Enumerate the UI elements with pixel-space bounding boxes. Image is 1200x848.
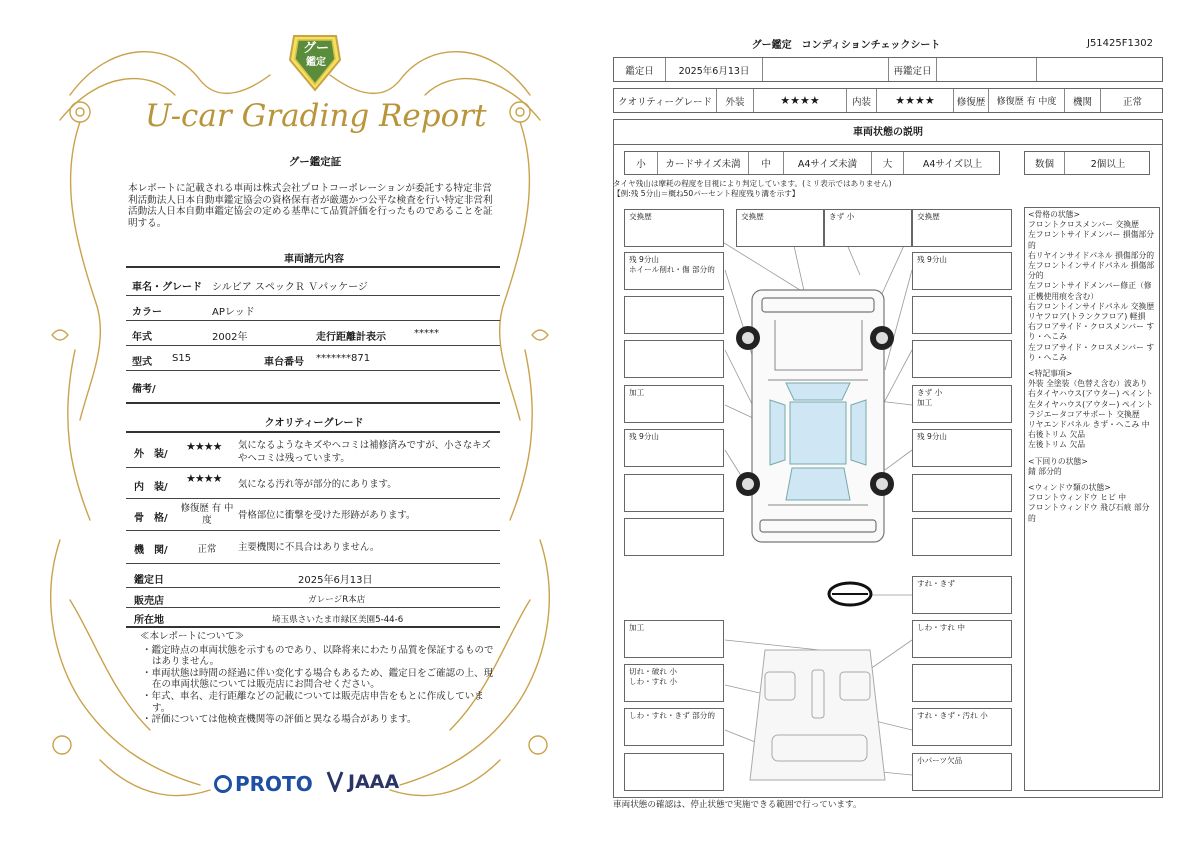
name-label: 車名・グレード: [132, 282, 202, 293]
int-label: 内装: [847, 89, 877, 112]
size-l-desc: A4サイズ以上: [922, 159, 983, 170]
engine-label: 機関: [1065, 89, 1101, 112]
special-notes: [1028, 369, 1156, 451]
qg-label: クオリティーグレード: [614, 89, 717, 112]
engine-desc: 主要機関に不具合はありません。: [238, 542, 380, 553]
note-line: 左フロントサイドメンバー修正（修正機使用痕を含む）: [1028, 281, 1152, 301]
quality-row-frame: [126, 499, 500, 531]
count-label: 数個: [1025, 152, 1065, 174]
callout-right-door: きず 小 加工: [912, 385, 1012, 423]
sheet-title: グー鑑定 コンディションチェックシート: [751, 40, 941, 51]
callout-front-left-tire: 残 9分山 ホイール削れ・傷 部分的: [624, 252, 724, 290]
panel-title: 車両状態の説明: [614, 120, 1162, 145]
callout-seat-left: 切れ・破れ 小 しわ・すれ 小: [624, 664, 724, 702]
engine-value: 正常: [197, 544, 217, 555]
callout-trim-right: すれ・きず・汚れ 小: [912, 708, 1012, 746]
certificate-intro: 本レポートに記載される車両は株式会社プロトコーポレーションが委託する特定非営利活動法人日本自動車鑑定協会の資格保有者が厳選かつ公平な検査を行い特定非営利活動法人日本自動車鑑定協会の定める基準にて品質評価を行ったものであることを証明する。: [128, 183, 493, 229]
frame-notes: [1028, 210, 1156, 363]
ext-stars: ★★★★: [754, 89, 847, 112]
model-label: 型式: [132, 357, 152, 368]
address-label: 所在地: [134, 615, 164, 626]
callout-front-top-1: 交換歴: [736, 209, 824, 247]
exterior-label: 外 装/: [134, 449, 168, 460]
badge-text: [296, 42, 336, 70]
proto-logo-text: PROTO: [235, 772, 313, 796]
shop-row: [126, 588, 500, 608]
appraisal-date-value: 2025年6月13日: [298, 575, 373, 586]
callout-right-7: [912, 474, 1012, 512]
spec-row-name: [126, 271, 500, 296]
divider: [126, 266, 500, 268]
year-label: 年式: [132, 332, 152, 343]
model-value: S15: [172, 353, 192, 364]
tire-note: [613, 179, 892, 199]
re-date-blank: [1037, 58, 1164, 81]
callout-dashboard-left: 加工: [624, 620, 724, 658]
repair-label: 修復歴: [954, 89, 989, 112]
jaaa-logo-text: JAAA: [348, 771, 400, 793]
date-blank: [763, 58, 889, 81]
callout-front-right: 交換歴: [912, 209, 1012, 247]
exterior-stars: ★★★★: [186, 440, 222, 453]
callout-rear-left-tire: 残 9分山: [624, 429, 724, 467]
size-s: 小: [625, 152, 658, 174]
engine-label: 機 関/: [134, 545, 168, 556]
spec-heading: 車両諸元内容: [284, 254, 344, 265]
note-line: 右タイヤハウス(アウター) ペイント: [1028, 389, 1154, 399]
size-legend: [624, 151, 1000, 175]
quality-row-engine: [126, 531, 500, 564]
sheet-id: J51425F1302: [1087, 38, 1153, 49]
year-value: 2002年: [212, 332, 248, 343]
date-label: 鑑定日: [614, 58, 666, 81]
chassis-value: *******871: [316, 353, 371, 364]
proto-mark-icon: [214, 775, 232, 793]
under-notes: [1028, 457, 1156, 477]
note-line: フロントウィンドウ 飛び石痕 部分的: [1028, 503, 1150, 523]
frame-desc: 骨格部位に衝撃を受けた形跡があります。: [238, 510, 416, 521]
engine-value: 正常: [1122, 96, 1142, 108]
badge-line2: 鑑定: [306, 57, 326, 68]
spec-row-year: [126, 321, 500, 346]
re-date-label: 再鑑定日: [889, 58, 937, 81]
date-value: 2025年6月13日: [666, 58, 763, 81]
remarks-label: 備考/: [132, 384, 156, 395]
jaaa-mark-icon: [326, 770, 344, 792]
window-notes: [1028, 483, 1156, 524]
spec-row-remarks: [126, 371, 500, 404]
size-s-desc: カードサイズ未満: [658, 152, 749, 174]
ext-label: 外装: [717, 89, 754, 112]
note-line: ラジエータコアサポート 交換歴: [1028, 409, 1140, 419]
note-line: 左フロントサイドメンバー 損傷部分的: [1028, 230, 1155, 250]
interior-stars: ★★★★: [186, 472, 222, 485]
size-m-desc: A4サイズ未満: [784, 152, 872, 174]
divider: [126, 431, 500, 433]
condition-check-sheet: [600, 0, 1200, 848]
appraisal-date-row: [126, 566, 500, 588]
callout-rear-right: 小パーツ欠品: [912, 753, 1012, 791]
callout-rear-left: [624, 753, 724, 791]
grade-row: [613, 88, 1163, 113]
interior-desc: 気になる汚れ等が部分的にあります。: [238, 479, 397, 490]
quality-row-interior: [126, 468, 500, 499]
quality-row-exterior: [126, 434, 500, 468]
note-line: 右後トリム 欠品: [1028, 430, 1086, 440]
callout-dashboard-right: しわ・すれ 中: [912, 620, 1012, 658]
under-notes-title: <下回りの状態>: [1028, 456, 1088, 466]
callout-rear-right-tire: 残 9分山: [912, 429, 1012, 467]
note-line: 錆 部分的: [1028, 466, 1062, 476]
address-row: [126, 608, 500, 628]
special-notes-title: <特記事項>: [1028, 369, 1073, 379]
note-line: 左フロアサイド・クロスメンバー すり・へこみ: [1028, 342, 1155, 362]
note-line: 右リヤインサイドパネル 損傷部分的: [1028, 250, 1155, 260]
chassis-label: 車台番号: [264, 357, 304, 368]
note-line: 左後トリム 欠品: [1028, 440, 1086, 450]
note-item: ・鑑定時点の車両状態を示すものであり、以降将来にわたり品質を保証するものではありません。: [142, 644, 494, 668]
note-line: 右フロントインサイドパネル 交換歴: [1028, 301, 1155, 311]
appraisal-date-label: 鑑定日: [134, 575, 164, 586]
note-item: ・車両状態は時間の経過に伴い変化する場合もあるため、鑑定日をご確認の上、現在の車両状態については販売店にお問合せください。: [142, 667, 494, 691]
callout-front-right-tire: 残 9分山: [912, 252, 1012, 290]
report-script-title: U-car Grading Report: [145, 98, 487, 134]
callout-trim-left: しわ・すれ・きず 部分的: [624, 708, 724, 746]
spec-row-model: [126, 346, 500, 371]
callout-left-7: [624, 474, 724, 512]
frame-value: 修復歴 有 中度: [180, 503, 234, 526]
callout-seat-right: [912, 664, 1012, 702]
exterior-desc: 気になるようなキズやヘコミは補修済みですが、小さなキズやヘコミは残っています。: [238, 440, 491, 464]
date-row: [613, 57, 1163, 82]
callout-steering: すれ・きず: [912, 576, 1012, 614]
int-stars: ★★★★: [877, 89, 954, 112]
note-item: ・評価については他検査機関等の評価と異なる場合があります。: [142, 714, 417, 726]
jaaa-logo: [326, 770, 399, 793]
re-date-value: [937, 58, 1037, 81]
report-notes: [140, 631, 500, 726]
shop-label: 販売店: [134, 596, 164, 607]
mileage-label: 走行距離計表示: [316, 332, 386, 343]
certificate-title: グー鑑定証: [288, 156, 342, 168]
note-item: ・年式、車名、走行距離などの記載については販売店申告をもとに作成しています。: [142, 690, 484, 714]
size-m: 中: [749, 152, 784, 174]
count-legend: [1024, 151, 1150, 175]
address-value: 埼玉県さいたま市緑区美園5-44-6: [272, 615, 404, 625]
notes-title: ≪本レポートについて≫: [140, 631, 245, 642]
note-line: リヤフロア(トランクフロア) 軽損: [1028, 312, 1146, 322]
condition-notes: [1024, 207, 1160, 791]
callout-left-4: [624, 340, 724, 378]
callout-right-3: [912, 296, 1012, 334]
quality-heading: クオリティーグレード: [264, 418, 364, 429]
proto-logo: [214, 772, 313, 796]
interior-label: 内 装/: [134, 482, 168, 493]
window-notes-title: <ウィンドウ類の状態>: [1028, 483, 1111, 493]
note-line: 外装 全塗装（色替え含む）波あり: [1028, 379, 1148, 389]
size-l: 大: [872, 152, 904, 174]
count-desc: 2個以上: [1090, 159, 1126, 170]
callout-left-3: [624, 296, 724, 334]
frame-notes-title: <骨格の状態>: [1028, 210, 1081, 219]
repair-value: 修復歴 有 中度: [989, 89, 1065, 112]
note-line: 左フロントインサイドパネル 損傷部分的: [1028, 261, 1155, 281]
callout-left-8: [624, 518, 724, 556]
callout-right-8: [912, 518, 1012, 556]
tire-note-2: 【例:残 5分山＝概ね50パーセント程度残り溝を示す】: [613, 189, 800, 198]
note-line: 左タイヤハウス(アウター) ペイント: [1028, 399, 1154, 409]
note-line: リヤエンドパネル きず・へこみ 中: [1028, 420, 1150, 430]
badge-line1: グー: [302, 41, 329, 56]
note-line: フロントクロスメンバー 交換歴: [1028, 220, 1139, 230]
callout-front-left: 交換歴: [624, 209, 724, 247]
tire-note-1: タイヤ残山は摩耗の程度を目視により判定しています。(ミリ表示ではありません): [613, 179, 892, 188]
mileage-value: *****: [414, 328, 439, 339]
spec-row-color: [126, 296, 500, 321]
frame-label: 骨 格/: [134, 513, 168, 524]
callout-left-door: 加工: [624, 385, 724, 423]
callout-right-4: [912, 340, 1012, 378]
callout-front-top-2: きず 小: [824, 209, 912, 247]
note-line: 右フロアサイド・クロスメンバー すり・へこみ: [1028, 322, 1155, 342]
color-value: APレッド: [212, 307, 255, 318]
color-label: カラー: [132, 307, 162, 318]
name-value: シルビア スペックＲ Ｖパッケージ: [212, 282, 368, 293]
shop-value: ガレージR本店: [308, 595, 366, 605]
note-line: フロントウィンドウ ヒビ 中: [1028, 493, 1127, 503]
sheet-footer-note: 車両状態の確認は、停止状態で実施できる範囲で行っています。: [613, 800, 862, 810]
